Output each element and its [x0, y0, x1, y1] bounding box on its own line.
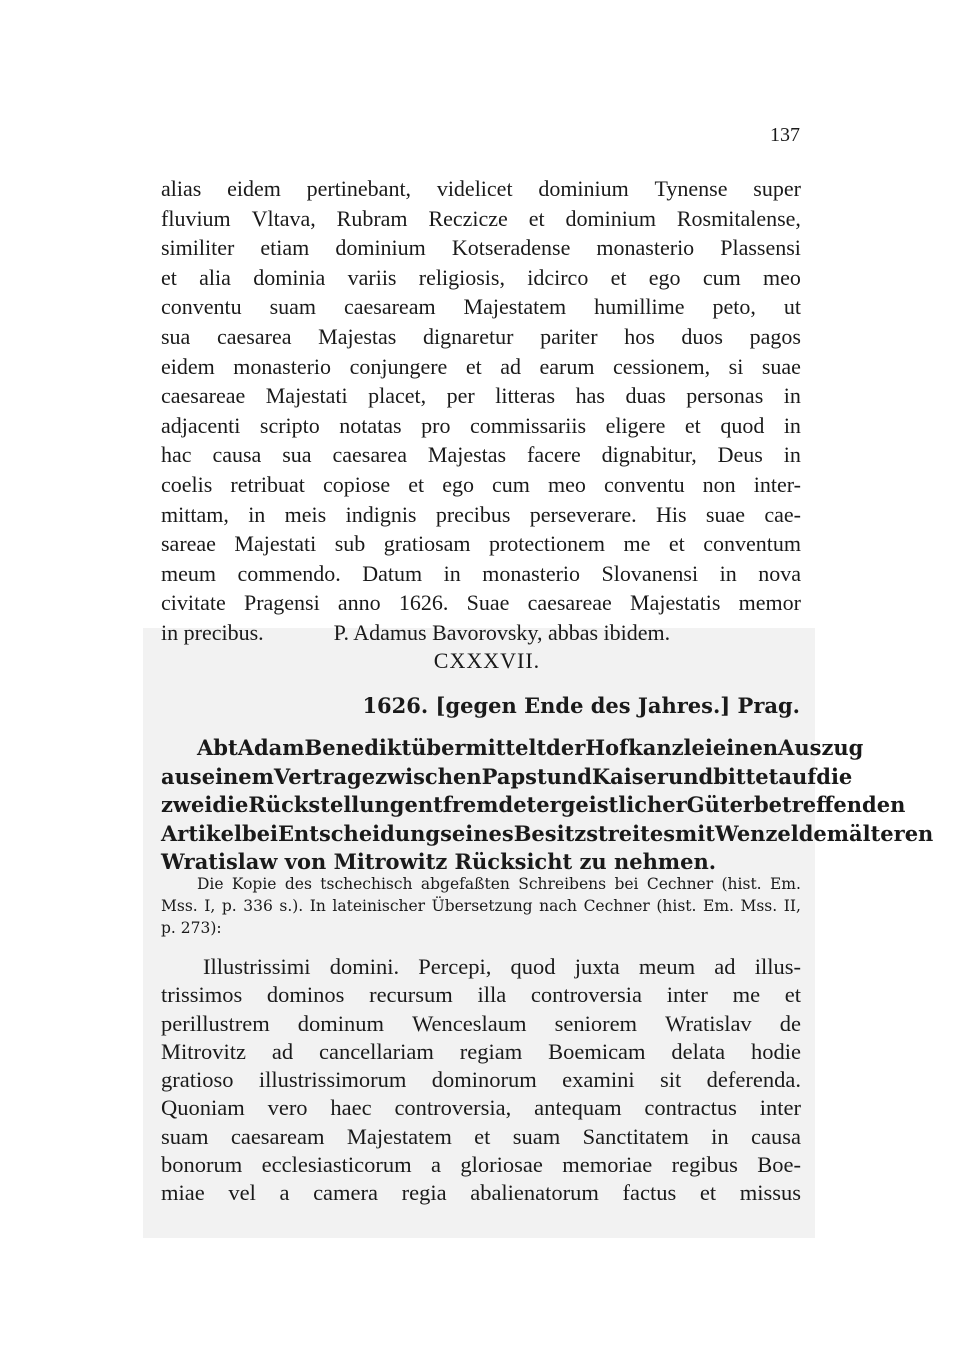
text-line: Illustrissimi domini. Percepi, quod juxta meum ad illus- — [203, 954, 801, 979]
note-line: Die Kopie des tschechisch abgefaßten Schreibens bei Cechner (hist. Em. — [197, 875, 801, 893]
dateline: 1626. [gegen Ende des Jahres.] Prag. — [362, 693, 800, 718]
text-line: bonorum ecclesiasticorum a gloriosae memoriae regibus Boe- — [161, 1152, 801, 1178]
text-line: meum commendo. Datum in monasterio Slovanensi in nova — [161, 560, 801, 586]
text-line: sua caesarea Majestas dignaretur pariter hos duos pagos — [161, 323, 801, 349]
text-line: mittam, in meis indignis precibus perseverare. His suae cae- — [161, 501, 801, 527]
source-note — [161, 873, 801, 939]
regest-line: zwei die Rückstellung entfremdeter geistlicher Güter betreffenden — [161, 792, 906, 817]
closing-left: in precibus. — [161, 619, 264, 645]
text-line: civitate Pragensi anno 1626. Suae caesareae Majestatis memor — [161, 590, 801, 616]
text-line: eidem monasterio conjungere et ad earum cessionem, si suae — [161, 353, 801, 379]
latin-text-top — [161, 174, 801, 648]
note-line: p. 273): — [161, 919, 222, 937]
text-line: Quoniam vero haec controversia, antequam contractus inter — [161, 1095, 801, 1121]
text-line: perillustrem dominum Wenceslaum seniorem Wratislav de — [161, 1010, 801, 1036]
text-line: caesareae Majestati placet, per litteras has duas personas in — [161, 383, 801, 409]
text-line: trissimos dominos recursum illa controversia inter me et — [161, 982, 801, 1008]
text-line: similiter etiam dominium Kotseradense monasterio Plassensi — [161, 235, 801, 261]
text-line: hac causa sua caesarea Majestas facere dignabitur, Deus in — [161, 442, 801, 468]
regest-line: Abt Adam Benedikt übermittelt der Hofkanzlei einen Auszug — [197, 735, 864, 760]
closing-line — [161, 618, 801, 648]
document-number: CXXXVII. — [433, 648, 541, 673]
page-number: 137 — [770, 124, 800, 146]
closing-signature: P. Adamus Bavorovsky, abbas ibidem. — [333, 619, 671, 645]
text-line: coelis retribuat copiose et ego cum meo conventu non inter- — [161, 471, 801, 497]
note-line: Mss. I, p. 336 s.). In lateinischer Übersetzung nach Cechner (hist. Em. Mss. II, — [161, 897, 801, 915]
regest — [161, 734, 934, 877]
text-line: alias eidem pertinebant, videlicet dominium Tynense super — [161, 176, 801, 201]
regest-line: aus einem Vertrage zwischen Papst und Kaiser und bittet auf die — [161, 763, 853, 789]
regest-line: Artikel bei Entscheidung seines Besitzstreites mit Wenzel dem älteren — [161, 820, 934, 846]
text-line: sareae Majestati sub gratiosam protectionem me et conventum — [161, 531, 801, 557]
text-line: conventu suam caesaream Majestatem humillime peto, ut — [161, 294, 801, 320]
text-line: gratioso illustrissimorum dominorum examini sit deferenda. — [161, 1067, 801, 1093]
text-line: Mitrovitz ad cancellariam regiam Boemicam delata hodie — [161, 1038, 801, 1064]
text-line: et alia dominia variis religiosis, idcirco et ego cum meo — [161, 264, 801, 290]
text-line: adjacenti scripto notatas pro commissariis eligere et quod in — [161, 412, 801, 438]
text-line: fluvium Vltava, Rubram Reczicze et dominium Rosmitalense, — [161, 205, 801, 231]
latin-text-bottom — [161, 953, 801, 1208]
regest-line: Wratislaw von Mitrowitz Rücksicht zu nehmen. — [161, 849, 717, 874]
text-line: miae vel a camera regia abalienatorum factus et missus — [161, 1180, 801, 1206]
text-line: suam caesaream Majestatem et suam Sanctitatem in causa — [161, 1123, 801, 1149]
